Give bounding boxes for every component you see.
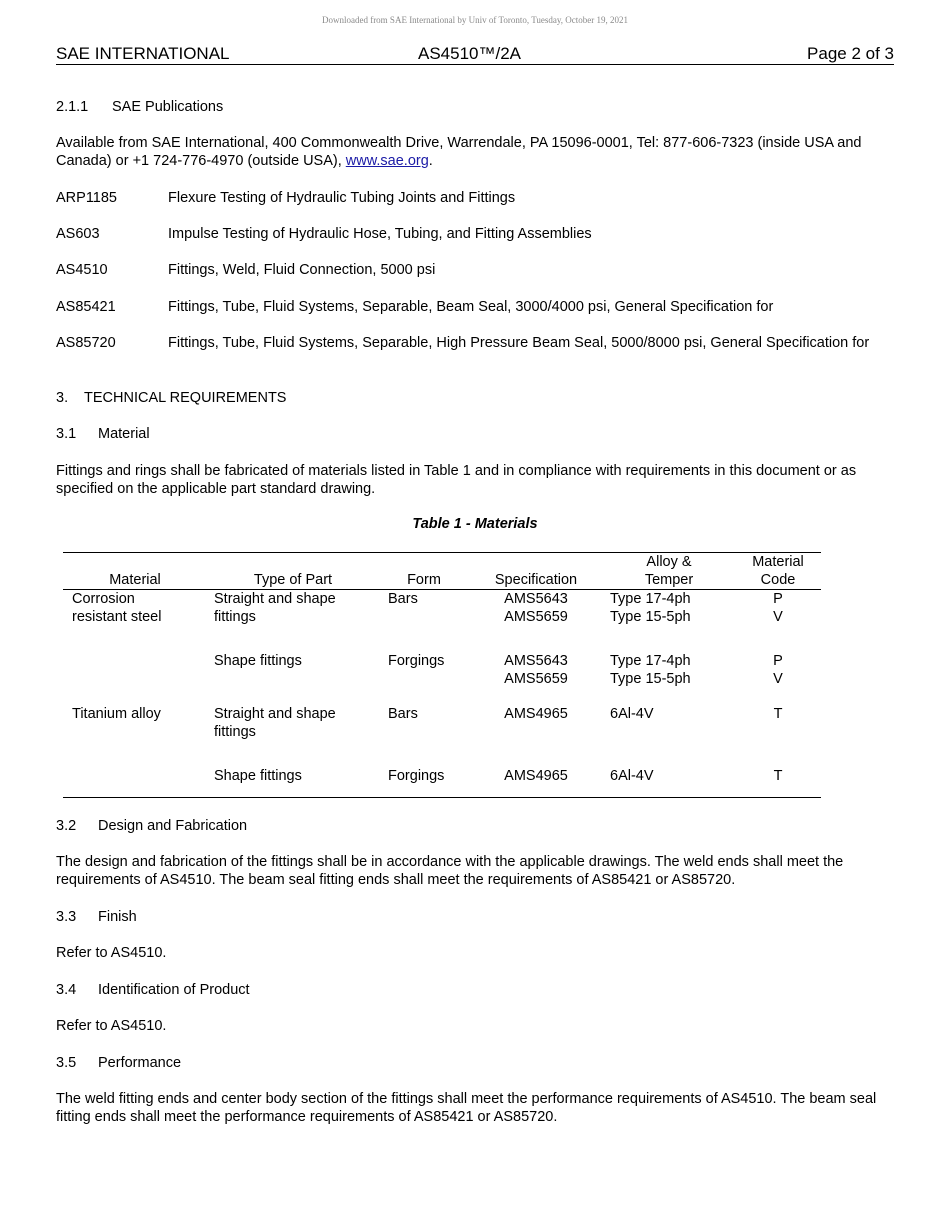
section-3-3-heading bbox=[56, 908, 137, 926]
section-3-1-body: Fittings and rings shall be fabricated of materials listed in Table 1 and in compliance with requirements in this document or as specified on the applicable part standard drawing. bbox=[56, 463, 857, 497]
header-page-number: Page 2 of 3 bbox=[807, 44, 894, 63]
section-3-2-body: The design and fabrication of the fittings shall be in accordance with the applicable drawings. The weld ends shall meet the requirements of AS4510. The beam seal fitting ends shall meet the requirements of AS85421 or AS85720. bbox=[56, 854, 844, 888]
section-3-2-heading bbox=[56, 817, 247, 835]
section-title: Identification of Product bbox=[98, 982, 250, 998]
table-cell-alloy: Type 17-4ph bbox=[610, 653, 691, 669]
availability-text: Available from SAE International, 400 Commonwealth Drive, Warrendale, PA 15096-0001, Tel: 877-606-7323 (inside USA and Canada) or +1 724-776-4970 (outside USA), bbox=[56, 135, 862, 169]
reference-code: AS85720 bbox=[56, 335, 116, 351]
reference-title: Flexure Testing of Hydraulic Tubing Joints and Fittings bbox=[168, 190, 516, 206]
table-cell-alloy: 6Al-4V bbox=[610, 706, 654, 722]
section-3-4-body: Refer to AS4510. bbox=[56, 1018, 167, 1034]
table-cell-spec: AMS4965 bbox=[504, 706, 568, 722]
table-cell-alloy: Type 15-5ph bbox=[610, 671, 691, 687]
section-3-heading bbox=[56, 389, 286, 407]
table-cell-material: Titanium alloy bbox=[72, 706, 161, 722]
table-cell-alloy: Type 15-5ph bbox=[610, 609, 691, 625]
header-type-of-part: Type of Part bbox=[253, 572, 333, 588]
section-number: 3.2 bbox=[56, 818, 77, 834]
section-number: 3.3 bbox=[56, 909, 77, 925]
table-header-rule bbox=[63, 589, 821, 590]
reference-title: Impulse Testing of Hydraulic Hose, Tubing, and Fitting Assemblies bbox=[168, 226, 592, 242]
table-cell-spec: AMS5643 bbox=[504, 653, 568, 669]
section-title: Finish bbox=[98, 909, 137, 925]
table-caption: Table 1 - Materials bbox=[412, 516, 538, 532]
page-header bbox=[56, 44, 894, 65]
table-cell-type: fittings bbox=[214, 609, 256, 625]
reference-code: ARP1185 bbox=[56, 190, 117, 206]
section-title: Design and Fabrication bbox=[98, 818, 248, 834]
section-2-1-1-heading bbox=[56, 98, 223, 116]
header-specification: Specification bbox=[494, 572, 578, 588]
header-code-line1: Material bbox=[752, 554, 804, 570]
table-cell-form: Bars bbox=[388, 591, 418, 607]
reference-code: AS603 bbox=[56, 226, 100, 242]
header-org: SAE INTERNATIONAL bbox=[56, 44, 230, 63]
section-number: 3.1 bbox=[56, 426, 77, 442]
table-cell-material: resistant steel bbox=[72, 609, 162, 625]
section-number: 3. bbox=[56, 390, 69, 406]
table-cell-alloy: 6Al-4V bbox=[610, 768, 654, 784]
header-code-line2: Code bbox=[760, 572, 796, 588]
section-number: 3.4 bbox=[56, 982, 77, 998]
sae-website-link[interactable]: www.sae.org bbox=[345, 153, 429, 169]
availability-paragraph bbox=[56, 134, 894, 170]
reference-title: Fittings, Tube, Fluid Systems, Separable, Beam Seal, 3000/4000 psi, General Specification for bbox=[168, 299, 774, 315]
table-cell-type: fittings bbox=[214, 724, 256, 740]
header-form: Form bbox=[407, 572, 441, 588]
table-cell-type: Shape fittings bbox=[214, 768, 302, 784]
table-cell-alloy: Type 17-4ph bbox=[610, 591, 691, 607]
header-alloy-line1: Alloy & bbox=[646, 554, 692, 570]
header-doc-number: AS4510™/2A bbox=[418, 44, 522, 63]
download-watermark: Downloaded from SAE International by Univ of Toronto, Tuesday, October 19, 2021 bbox=[321, 15, 629, 25]
table-cell-material: Corrosion bbox=[72, 591, 135, 607]
table-cell-code: T bbox=[773, 706, 783, 722]
availability-end: . bbox=[428, 153, 433, 169]
section-3-4-heading bbox=[56, 981, 250, 999]
section-number: 2.1.1 bbox=[56, 99, 89, 115]
table-cell-form: Forgings bbox=[388, 768, 445, 784]
table-cell-type: Straight and shape bbox=[214, 706, 336, 722]
section-title: Performance bbox=[98, 1055, 182, 1071]
section-number: 3.5 bbox=[56, 1055, 77, 1071]
table-cell-spec: AMS4965 bbox=[504, 768, 568, 784]
reference-code: AS85421 bbox=[56, 299, 116, 315]
reference-title: Fittings, Weld, Fluid Connection, 5000 psi bbox=[168, 262, 436, 278]
table-cell-code: T bbox=[773, 768, 783, 784]
table-cell-type: Straight and shape bbox=[214, 591, 336, 607]
table-cell-spec: AMS5659 bbox=[504, 671, 568, 687]
section-title: TECHNICAL REQUIREMENTS bbox=[84, 390, 287, 406]
section-3-1-heading bbox=[56, 425, 150, 443]
section-3-5-body: The weld fitting ends and center body section of the fittings shall meet the performance requirements of AS4510. The beam seal fitting ends shall meet the performance requirements of AS85421 or AS85720. bbox=[56, 1091, 877, 1125]
table-cell-code: P bbox=[773, 591, 783, 607]
reference-title: Fittings, Tube, Fluid Systems, Separable, High Pressure Beam Seal, 5000/8000 psi, General Specification for bbox=[168, 335, 870, 351]
section-3-5-heading bbox=[56, 1054, 181, 1072]
section-3-3-body: Refer to AS4510. bbox=[56, 945, 167, 961]
table-cell-type: Shape fittings bbox=[214, 653, 302, 669]
reference-code: AS4510 bbox=[56, 262, 108, 278]
table-cell-form: Bars bbox=[388, 706, 418, 722]
table-cell-spec: AMS5659 bbox=[504, 609, 568, 625]
section-title: SAE Publications bbox=[112, 99, 224, 115]
table-bottom-rule bbox=[63, 797, 821, 798]
table-cell-form: Forgings bbox=[388, 653, 445, 669]
table-cell-code: V bbox=[773, 609, 783, 625]
header-alloy-line2: Temper bbox=[644, 572, 694, 588]
header-material: Material bbox=[109, 572, 161, 588]
table-cell-code: V bbox=[773, 671, 783, 687]
table-cell-spec: AMS5643 bbox=[504, 591, 568, 607]
section-title: Material bbox=[98, 426, 150, 442]
table-cell-code: P bbox=[773, 653, 783, 669]
